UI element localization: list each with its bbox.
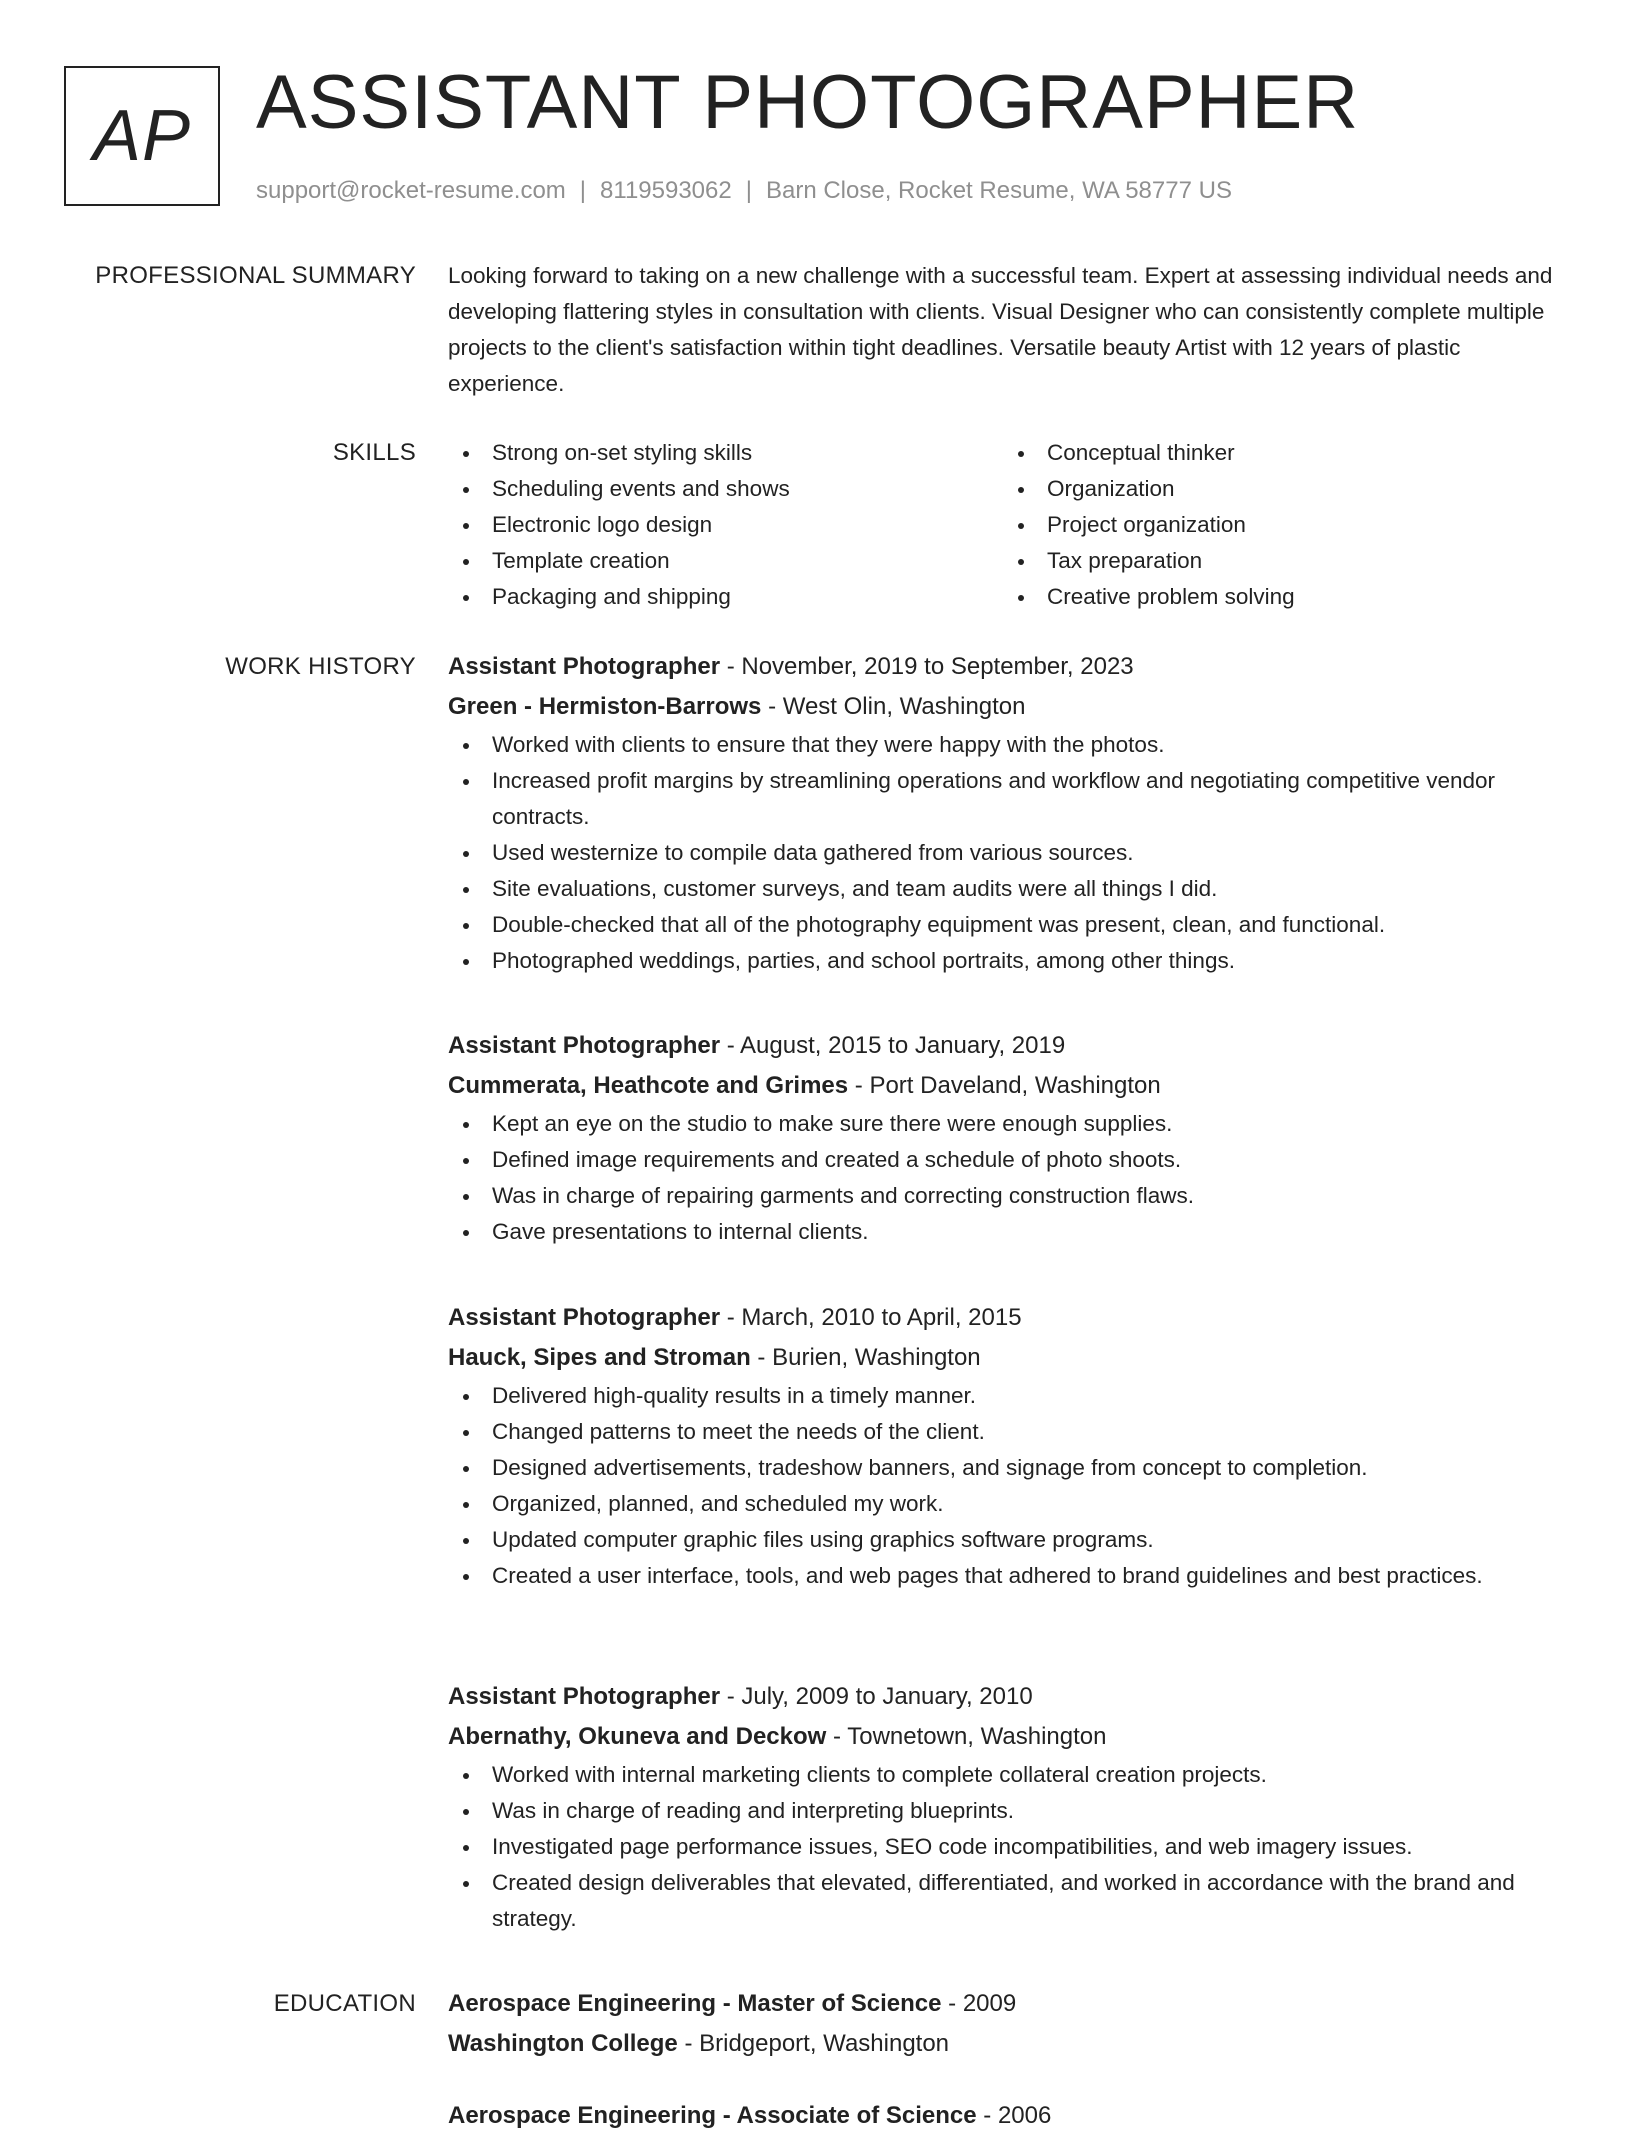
contact-separator: | xyxy=(745,177,752,204)
job-bullet: Gave presentations to internal clients. xyxy=(448,1214,1558,1250)
job-bullet: Was in charge of reading and interpreting blueprints. xyxy=(448,1793,1558,1829)
job-entry xyxy=(448,647,1558,979)
work-history-heading: WORK HISTORY xyxy=(225,653,416,680)
job-bullets xyxy=(448,1757,1558,1937)
job-entry xyxy=(448,1298,1558,1594)
monogram-box xyxy=(64,66,220,206)
job-bullet: Increased profit margins by streamlining operations and workflow and negotiating competitive vendor contracts. xyxy=(448,763,1558,835)
job-bullet: Created design deliverables that elevated, differentiated, and worked in accordance with the brand and strategy. xyxy=(448,1865,1558,1937)
job-company-line xyxy=(448,687,1558,727)
job-bullet: Designed advertisements, tradeshow banners, and signage from concept to completion. xyxy=(448,1450,1558,1486)
contact-separator: | xyxy=(579,177,587,204)
job-bullet: Site evaluations, customer surveys, and team audits were all things I did. xyxy=(448,871,1558,907)
job-company: Abernathy, Okuneva and Deckow xyxy=(448,1723,827,1750)
skill-item: Scheduling events and shows xyxy=(492,471,1003,507)
job-dates: - March, 2010 to April, 2015 xyxy=(720,1304,1022,1331)
job-entry xyxy=(448,1026,1558,1250)
education-degree: Aerospace Engineering - Associate of Science xyxy=(448,2102,977,2129)
education-entry xyxy=(448,1984,1558,2064)
skill-item: Tax preparation xyxy=(1047,543,1558,579)
job-company: Hauck, Sipes and Stroman xyxy=(448,1344,751,1371)
job-bullet: Photographed weddings, parties, and school portraits, among other things. xyxy=(448,943,1558,979)
job-bullet: Kept an eye on the studio to make sure there were enough supplies. xyxy=(448,1106,1558,1142)
skill-item: Electronic logo design xyxy=(492,507,1003,543)
job-title: Assistant Photographer xyxy=(448,1032,721,1059)
job-company-line xyxy=(448,1066,1558,1106)
page-title: ASSISTANT PHOTOGRAPHER xyxy=(256,60,1360,145)
job-bullet: Worked with internal marketing clients to complete collateral creation projects. xyxy=(448,1757,1558,1793)
skill-item: Strong on-set styling skills xyxy=(492,435,1003,471)
job-entry xyxy=(448,1677,1558,1937)
job-bullets xyxy=(448,1106,1558,1250)
education-degree: Aerospace Engineering - Master of Science xyxy=(448,1990,942,2017)
job-location: - Port Daveland, Washington xyxy=(848,1072,1161,1099)
skills-list-right xyxy=(1003,435,1558,615)
summary-heading: PROFESSIONAL SUMMARY xyxy=(95,262,416,289)
job-title: Assistant Photographer xyxy=(448,1304,721,1331)
job-dates: - August, 2015 to January, 2019 xyxy=(720,1032,1066,1059)
job-title-line xyxy=(448,647,1558,687)
job-bullet: Was in charge of repairing garments and correcting construction flaws. xyxy=(448,1178,1558,1214)
job-title-line xyxy=(448,1677,1558,1717)
education-year: - 2006 xyxy=(976,2102,1052,2129)
skill-item: Creative problem solving xyxy=(1047,579,1558,615)
contact-phone[interactable]: 8119593062 xyxy=(600,177,732,204)
job-bullet: Used westernize to compile data gathered from various sources. xyxy=(448,835,1558,871)
job-bullet: Updated computer graphic files using graphics software programs. xyxy=(448,1522,1558,1558)
job-company: Cummerata, Heathcote and Grimes xyxy=(448,1072,849,1099)
job-company: Green - Hermiston-Barrows xyxy=(448,693,762,720)
contact-line xyxy=(256,174,1232,208)
job-bullet: Changed patterns to meet the needs of the client. xyxy=(448,1414,1558,1450)
job-bullet: Double-checked that all of the photography equipment was present, clean, and functional. xyxy=(448,907,1558,943)
education-year: - 2009 xyxy=(941,1990,1017,2017)
job-bullet: Investigated page performance issues, SEO code incompatibilities, and web imagery issues. xyxy=(448,1829,1558,1865)
skill-item: Conceptual thinker xyxy=(1047,435,1558,471)
job-bullet: Defined image requirements and created a schedule of photo shoots. xyxy=(448,1142,1558,1178)
education-school: Washington College xyxy=(448,2030,678,2057)
job-title-line xyxy=(448,1026,1558,1066)
job-bullets xyxy=(448,1378,1558,1594)
summary-text: Looking forward to taking on a new challenge with a successful team. Expert at assessing individual needs and developing flattering styles in consultation with clients. Visual Designer who can consistently complete multiple projects to the client's satisfaction within tight deadlines. Versatile beauty Artist with 12 years of plastic experience. xyxy=(448,263,1553,396)
job-bullet: Worked with clients to ensure that they were happy with the photos. xyxy=(448,727,1558,763)
job-location: - West Olin, Washington xyxy=(761,693,1026,720)
job-dates: - July, 2009 to January, 2010 xyxy=(720,1683,1033,1710)
education-entry xyxy=(448,2096,1558,2136)
skill-item: Project organization xyxy=(1047,507,1558,543)
contact-email[interactable]: support@rocket-resume.com xyxy=(256,177,566,204)
skill-item: Packaging and shipping xyxy=(492,579,1003,615)
skill-item: Template creation xyxy=(492,543,1003,579)
education-degree-line xyxy=(448,2096,1558,2136)
job-title-line xyxy=(448,1298,1558,1338)
job-company-line xyxy=(448,1338,1558,1378)
skill-item: Organization xyxy=(1047,471,1558,507)
job-location: - Townetown, Washington xyxy=(826,1723,1107,1750)
job-location: - Burien, Washington xyxy=(750,1344,981,1371)
skills-list-left xyxy=(448,435,1003,615)
job-dates: - November, 2019 to September, 2023 xyxy=(720,653,1134,680)
job-title: Assistant Photographer xyxy=(448,653,721,680)
job-bullet: Organized, planned, and scheduled my work. xyxy=(448,1486,1558,1522)
education-heading: EDUCATION xyxy=(273,1990,416,2017)
skills-heading: SKILLS xyxy=(332,439,416,466)
job-company-line xyxy=(448,1717,1558,1757)
job-bullet: Created a user interface, tools, and web pages that adhered to brand guidelines and best practices. xyxy=(448,1558,1558,1594)
education-location: - Bridgeport, Washington xyxy=(677,2030,950,2057)
monogram-initials: AP xyxy=(92,96,192,176)
contact-address: Barn Close, Rocket Resume, WA 58777 US xyxy=(765,177,1232,204)
job-bullet: Delivered high-quality results in a timely manner. xyxy=(448,1378,1558,1414)
education-degree-line xyxy=(448,1984,1558,2024)
job-title: Assistant Photographer xyxy=(448,1683,721,1710)
education-school-line xyxy=(448,2024,1558,2064)
job-bullets xyxy=(448,727,1558,979)
